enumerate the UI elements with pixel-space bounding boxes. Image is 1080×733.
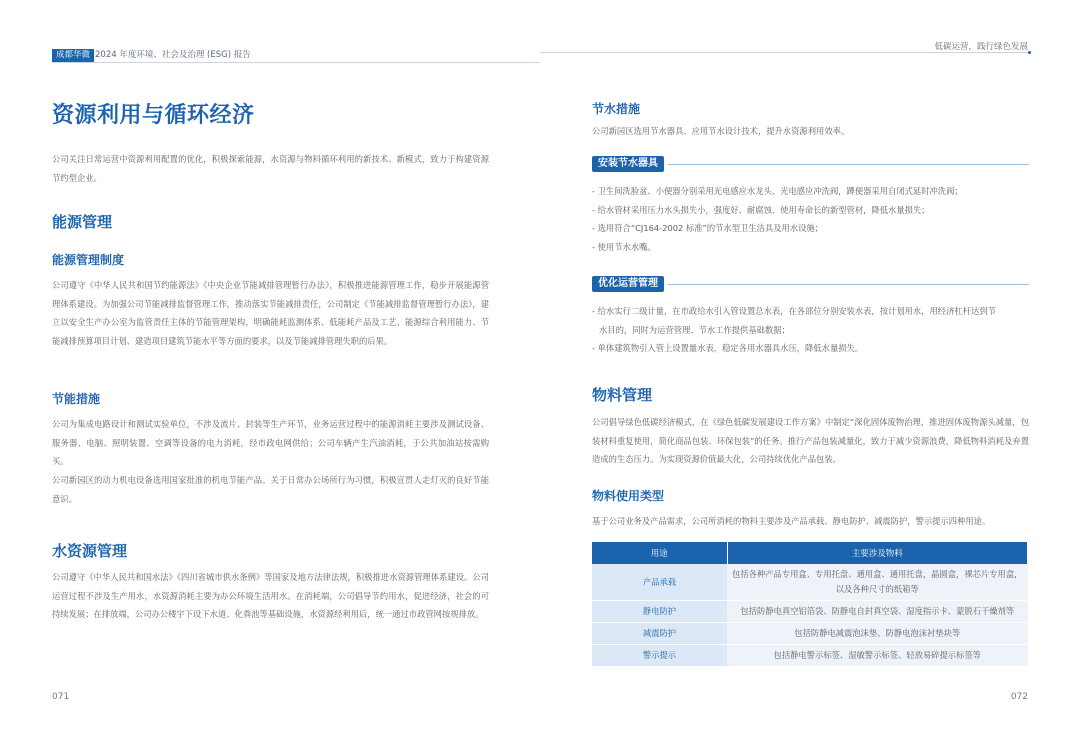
devices-tag: 安装节水器具 [592, 156, 664, 172]
ops-list [592, 302, 1029, 358]
header-dot [1028, 51, 1031, 54]
list-item: - 给水实行二级计量，在市政给水引入管设置总水表，在各部位分别安装水表，按计划用水，用经济杠杆达到节 [592, 306, 996, 316]
materials-table [592, 542, 1028, 667]
water-paragraph: 公司遵守《中华人民共和国水法》《四川省城市供水条例》等国家及地方法律法规，积极推进水资源管理体系建设。公司运营过程不涉及生产用水，水资源消耗主要为办公环境生活用水。在消耗端，公司倡导节约用水，促进经济，社会的可持续发展；在排放端，公司办公楼宇下设下水道、化粪池等基础设施，水资源经利用后，统一通过市政管网按规排放。 [52, 572, 489, 619]
table-cell-use: 产品承载 [592, 564, 727, 600]
page-number-left: 071 [52, 692, 70, 702]
list-item: - 卫生间洗脸盆、小便器分别采用光电感应水龙头、光电感应冲洗阀，蹲便器采用自闭式延时冲洗阀； [592, 186, 963, 196]
page-title: 资源利用与循环经济 [52, 103, 255, 128]
energy-measures-paragraph-1: 公司为集成电路设计和测试实验单位，不涉及流片、封装等生产环节，业务运营过程中的能源消耗主要涉及测试设备、服务器、电脑、照明装置、空调等设备的电力消耗，经市政电网供给；公司车辆产生汽油消耗，于公共加油站按需购买。 [52, 419, 489, 466]
energy-system-heading: 能源管理制度 [52, 253, 125, 267]
list-item: 水目的，同时为运营管理、节水工作提供基础数据； [599, 324, 790, 335]
table-row [592, 600, 1028, 622]
ops-tag: 优化运营管理 [592, 276, 664, 292]
table-row [592, 644, 1028, 666]
materials-types-heading: 物料使用类型 [592, 489, 665, 503]
table-cell-materials: 包括各种产品专用盒、专用托盘、通用盒、通用托盘，晶圆盒，裸芯片专用盒，以及各种尺寸的纸箱等 [727, 564, 1028, 600]
table-cell-materials: 包括静电警示标签、湿敏警示标签、轻放易碎提示标签等 [727, 644, 1028, 666]
water-heading: 水资源管理 [52, 542, 128, 560]
list-item: - 给水管材采用压力水头损失小，强度好、耐腐蚀、使用寿命长的新型管材，降低水量损失； [592, 204, 930, 215]
water-saving-heading: 节水措施 [592, 102, 641, 116]
table-cell-materials: 包括防静电减震泡沫垫、防静电泡沫衬垫块等 [727, 622, 1028, 644]
table-cell-use: 减震防护 [592, 622, 727, 644]
table-cell-use: 警示提示 [592, 644, 727, 666]
header-slogan: 低碳运营，践行绿色发展 [934, 42, 1028, 52]
table-header-row [592, 542, 1028, 564]
header-rule [52, 62, 540, 63]
report-title: 2024 年度环境、社会及治理 (ESG) 报告 [95, 50, 251, 60]
materials-paragraph: 公司倡导绿色低碳经济模式，在《绿色低碳发展建设工作方案》中制定“深化固体废物治理，推进固体废物源头减量，包装材料重复使用，简化商品包装、环保包装”的任务。推行产品包装减量化，致力于减少资源浪费，降低物料消耗及弃置造成的生态压力。为实现资源价值最大化，公司持续优化产品包装。 [592, 417, 1029, 464]
water-saving-paragraph: 公司新园区选用节水器具、应用节水设计技术，提升水资源利用效率。 [592, 126, 850, 136]
devices-list [592, 182, 1029, 256]
header-rule [540, 52, 1028, 53]
tag-rule [668, 284, 1029, 285]
ops-tag-row [592, 276, 1029, 292]
table-cell-use: 静电防护 [592, 600, 727, 622]
devices-tag-row [592, 156, 1029, 172]
intro-paragraph: 公司关注日常运营中资源利用配置的优化，积极探索能源，水资源与物料循环利用的新技术、新模式，致力于构建资源节约型企业。 [52, 154, 489, 183]
page-number-right: 072 [1010, 692, 1028, 702]
table-cell-materials: 包括防静电真空铝箔袋、防静电自封真空袋、湿度指示卡、蒙脱石干燥剂等 [727, 600, 1028, 622]
energy-measures-paragraph-2: 公司新园区的动力机电设备选用国家批准的机电节能产品。关于日常办公场所行为习惯，积极宣贯人走灯灭的良好节能意识。 [52, 475, 489, 504]
list-item: - 使用节水水嘴。 [592, 241, 656, 252]
energy-system-paragraph: 公司遵守《中华人民共和国节约能源法》《中央企业节能减排管理暂行办法》，积极推进能源管理工作，稳步开展能源管理体系建设。为加强公司节能减排监督管理工作，推动落实节能减排责任，公司制定《节能减排监督管理暂行办法》，建立以安全生产办公室为监管责任主体的节能管理架构，明确能耗监测体系、低能耗产品及工艺、能源综合利用能力、节能减排预算项目计划、建造项目建筑节能水平等方面的要求，以及节能减排管理失职的后果。 [52, 280, 489, 346]
energy-heading: 能源管理 [52, 213, 113, 231]
brand-tag: 成都华微 [52, 49, 94, 62]
table-header-use: 用途 [592, 542, 727, 564]
table-header-materials: 主要涉及物料 [727, 542, 1028, 564]
table-row [592, 564, 1028, 600]
materials-types-paragraph: 基于公司业务及产品需求，公司所消耗的物料主要涉及产品承载、静电防护、减震防护，警示提示四种用途。 [592, 516, 991, 526]
table-row [592, 622, 1028, 644]
tag-rule [668, 164, 1029, 165]
list-item: - 单体建筑物引入管上设置量水表，稳定各用水器具水压，降低水量损失。 [592, 343, 864, 353]
energy-measures-heading: 节能措施 [52, 392, 101, 406]
list-item: - 选用符合“CJ164-2002 标准”的节水型卫生洁具及用水设施； [592, 223, 823, 233]
materials-heading: 物料管理 [592, 386, 653, 404]
